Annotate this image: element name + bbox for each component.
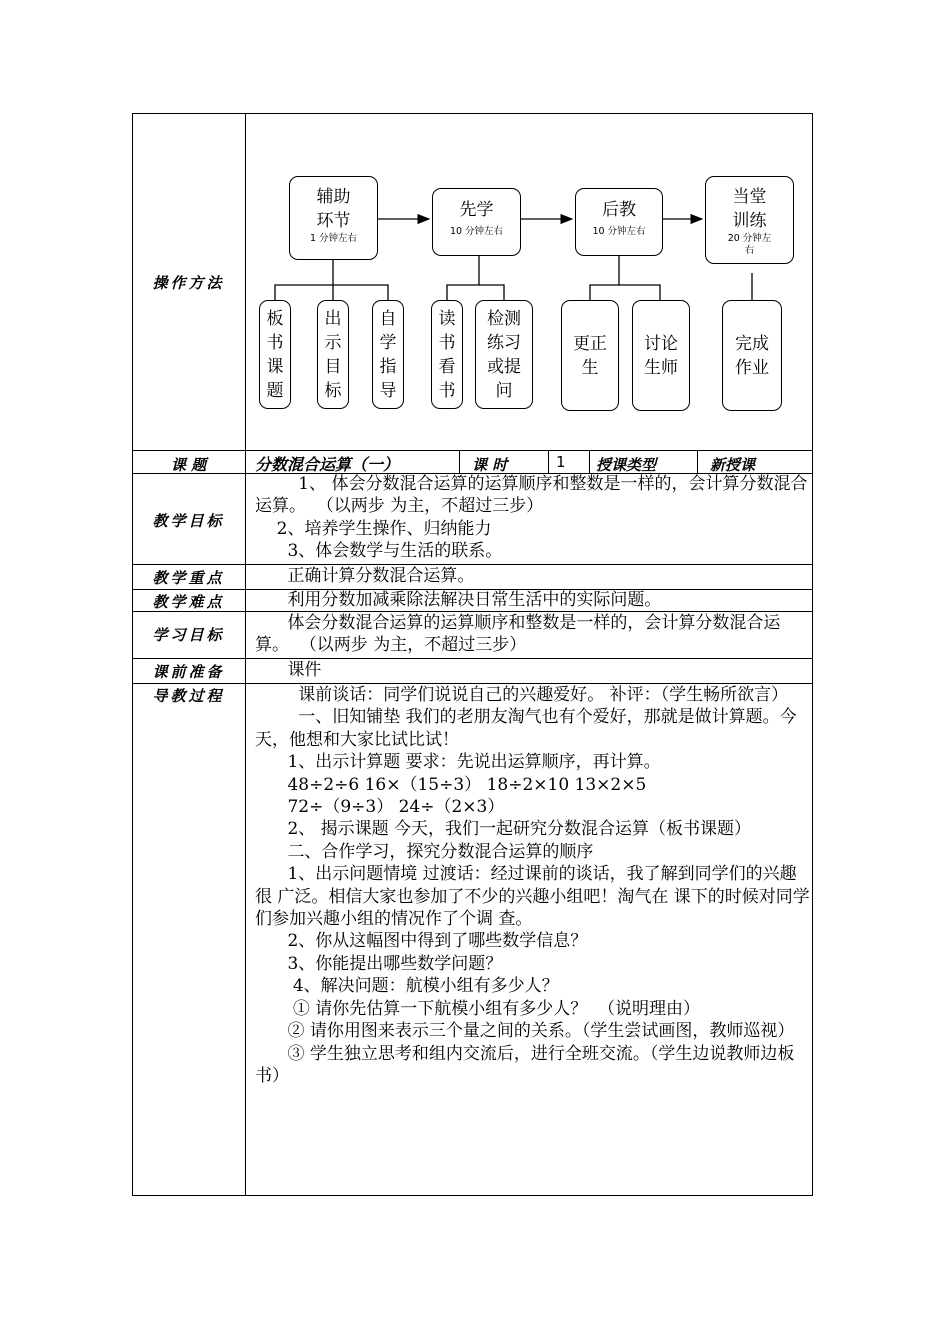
flow-sub-correct: 更正 生 [561,300,619,411]
row-label: 教学重点 [152,569,225,587]
type-value: 新授课 [710,456,756,474]
flow-sub-self-study-guide: 自 学 指 导 [372,300,404,409]
topic-label: 课 题 [170,456,207,474]
header-divider [589,450,590,474]
flow-step-title: 先学 [459,200,494,220]
header-divider [697,450,698,474]
table-border-bottom [132,1195,813,1196]
method-label: 操作方法 [152,274,225,292]
row-text: 1、 体会分数混合运算的运算顺序和整数是一样的，会计算分数混合运算。 （以两步 为主，不超过三步） 2、培养学生操作、归纳能力 3、体会数学与生活的联系。 [255,474,808,562]
flow-step-time: 10 分钟左右 [592,226,646,237]
row-label: 教学目标 [152,512,225,530]
row-text: 体会分数混合运算的运算顺序和整数是一样的，会计算分数混合运算。 （以两步 为主，不超过三步） [255,613,781,656]
hours-value: 1 [556,453,566,471]
row-label: 学习目标 [152,626,225,644]
flow-step-time: 20 分钟左 右 [727,233,772,256]
row-text: 课件 [255,660,322,680]
flow-sub-show-goals: 出 示 目 标 [317,300,349,409]
flow-step-title: 辅助 环节 [316,187,351,231]
flow-sub-homework: 完成 作业 [722,300,782,411]
flow-step-title: 后教 [602,200,636,220]
flow-step-learn-first [432,188,521,256]
header-divider [459,450,460,474]
flow-step-auxiliary [289,176,378,260]
row-label: 课前准备 [152,663,225,681]
row-divider [132,450,813,451]
type-label: 授课类型 [596,456,657,474]
topic-value: 分数混合运算（一） [255,455,400,474]
header-divider [548,450,549,474]
row-text: 课前谈话：同学们说说自己的兴趣爱好。 补评：（学生畅所欲言） 一、旧知铺垫 我们的老朋友淘气也有个爱好，那就是做计算题。今 天，他想和大家比试比试！ 1、出示计算题 要求：先说出运算顺序，再计算。 48÷2÷6 16×（15÷3） 18÷2×10 13×2×5 72÷（9÷3） 24÷（2×3） 2、 揭示课题 今天，我们一起研究分数混合运算（板书课题） 二、合作学习，探究分数混合运算的顺序 1、出示问题情境 过渡话：经过课前的谈话，我了解到同学们的兴趣很 广泛。相信大家也参加了不少的兴趣小组吧！淘气在 课下的时候对同学们参加兴趣小组的情况作了个调 查。 2、你从这幅图中得到了哪些数学信息？ 3、你能提出哪些数学问题？ 4、解决问题：航模小组有多少人？ ① 请你先估算一下航模小组有多少人？ （说明理由） ② 请你用图来表示三个量之间的关系。（学生尝试画图，教师巡视） ③ 学生独立思考和组内交流后，进行全班交流。（学生边说教师边板书） [255,685,810,1086]
flow-sub-discuss: 讨论 生师 [632,300,690,411]
hours-label: 课 时 [472,456,508,474]
row-label: 教学难点 [152,593,225,611]
flow-step-practice [705,176,794,264]
flow-step-time: 10 分钟左右 [449,226,504,237]
flow-step-teach-after [575,188,663,256]
row-text: 利用分数加减乘除法解决日常生活中的实际问题。 [255,590,662,610]
flow-step-title: 当堂 训练 [732,187,767,231]
row-label: 导教过程 [152,687,225,705]
flow-sub-read-book: 读 书 看 书 [431,300,463,409]
flow-sub-write-title: 板 书 课 题 [259,300,291,409]
row-text: 正确计算分数混合运算。 [255,566,475,586]
flowchart-connectors [132,113,813,450]
flow-sub-check-practice: 检测 练习 或提 问 [475,300,533,409]
flow-step-time: 1 分钟左右 [309,233,358,244]
lesson-plan-table [132,113,813,1196]
